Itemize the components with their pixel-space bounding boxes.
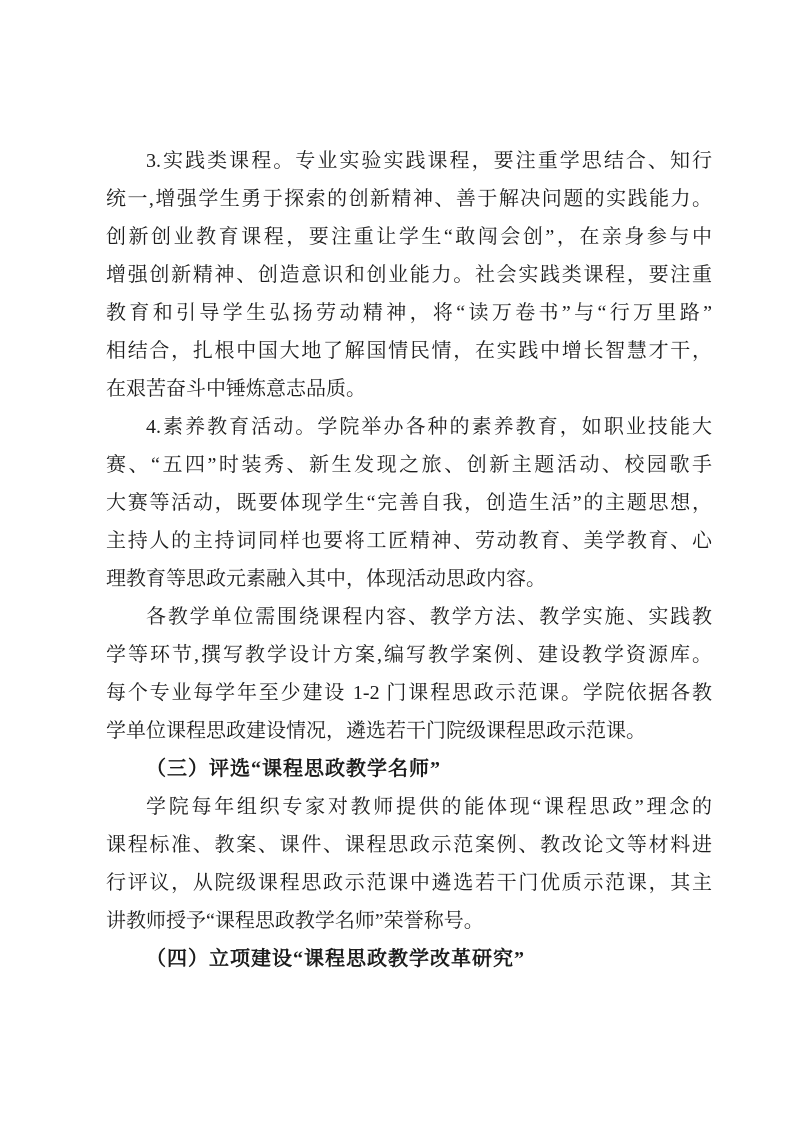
paragraph-line: 主持人的主持词同样也要将工匠精神、劳动教育、美学教育、心 [106, 530, 712, 552]
paragraph-line: 赛、“五四”时装秀、新生发现之旅、创新主题活动、校园歌手 [106, 454, 712, 476]
paragraph-line: 创新创业教育课程，要注重让学生“敢闯会创”，在亲身参与中 [106, 226, 712, 248]
document-content [106, 142, 712, 978]
paragraph-line: 在艰苦奋斗中锤炼意志品质。 [106, 378, 366, 400]
paragraph-line: 课程标准、教案、课件、课程思政示范案例、教改论文等材料进 [106, 834, 712, 856]
paragraph-line: 学院每年组织专家对教师提供的能体现“课程思政”理念的 [146, 796, 712, 818]
paragraph-line: 教育和引导学生弘扬劳动精神，将“读万卷书”与“行万里路” [106, 302, 712, 324]
section-heading: （三）评选“课程思政教学名师” [146, 758, 441, 780]
paragraph-line: 4.素养教育活动。学院举办各种的素养教育，如职业技能大 [146, 416, 712, 438]
paragraph-line: 各教学单位需围绕课程内容、教学方法、教学实施、实践教 [146, 606, 712, 628]
paragraph-line: 相结合，扎根中国大地了解国情民情，在实践中增长智慧才干， [106, 340, 712, 362]
paragraph-line: 理教育等思政元素融入其中，体现活动思政内容。 [106, 568, 546, 590]
section-heading: （四）立项建设“课程思政教学改革研究” [146, 948, 525, 970]
paragraph-line: 大赛等活动，既要体现学生“完善自我，创造生活”的主题思想， [106, 492, 712, 514]
paragraph-line: 增强创新精神、创造意识和创业能力。社会实践类课程，要注重 [106, 264, 712, 286]
paragraph-line: 统一,增强学生勇于探索的创新精神、善于解决问题的实践能力。 [106, 188, 712, 210]
paragraph-line: 每个专业每学年至少建设 1-2 门课程思政示范课。学院依据各教 [106, 682, 712, 704]
paragraph-line: 学单位课程思政建设情况，遴选若干门院级课程思政示范课。 [106, 720, 646, 742]
paragraph-line: 学等环节,撰写教学设计方案,编写教学案例、建设教学资源库。 [106, 644, 712, 666]
paragraph-line: 讲教师授予“课程思政教学名师”荣誉称号。 [106, 910, 484, 932]
paragraph-line: 3.实践类课程。专业实验实践课程，要注重学思结合、知行 [146, 150, 712, 172]
paragraph-line: 行评议，从院级课程思政示范课中遴选若干门优质示范课，其主 [106, 872, 712, 894]
